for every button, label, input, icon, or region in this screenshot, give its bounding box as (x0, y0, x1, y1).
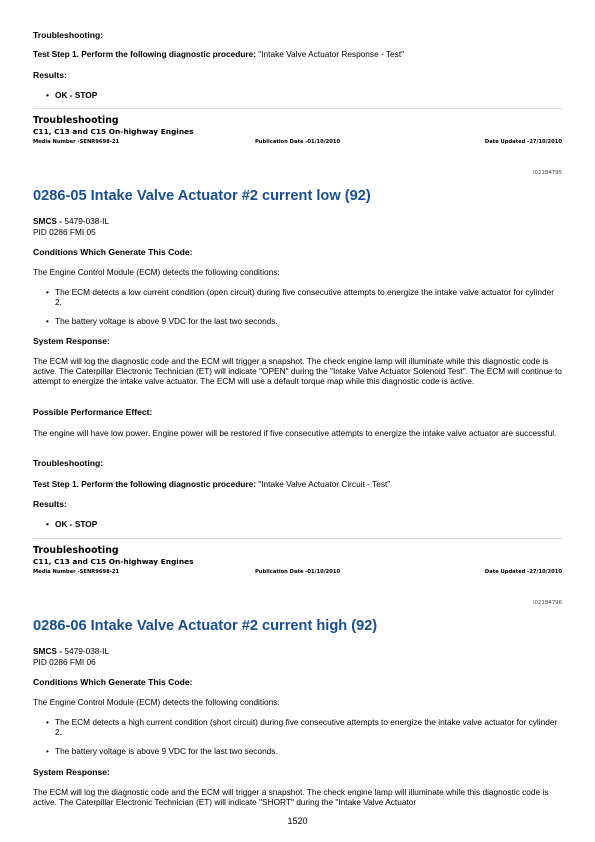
conditions-heading: Conditions Which Generate This Code: (33, 247, 193, 257)
performance-effect-heading: Possible Performance Effect: (33, 407, 153, 417)
pid-fmi: PID 0286 FMI 05 (33, 227, 96, 237)
test-step-procedure: "Intake Valve Actuator Circuit - Test" (258, 479, 391, 489)
conditions-list (33, 287, 562, 327)
date-updated: Date Updated -27/10/2010 (484, 569, 562, 575)
result-ok-stop: • OK - STOP (33, 519, 562, 529)
section-divider (33, 108, 562, 109)
performance-effect-text: The engine will have low power. Engine power will be restored if five consecutive attempts to energize the intake valve actuator are successful. (33, 428, 557, 438)
conditions-intro: The Engine Control Module (ECM) detects the following conditions: (33, 267, 280, 277)
test-step-line (33, 49, 562, 59)
smcs-value: 5479-038-IL (64, 216, 110, 226)
conditions-heading: Conditions Which Generate This Code: (33, 677, 193, 687)
publication-date: Publication Date -01/10/2010 (255, 569, 341, 575)
document-id: i02184795 (533, 170, 562, 176)
troubleshooting-heading: Troubleshooting: (33, 30, 104, 40)
system-response-text: The ECM will log the diagnostic code and the ECM will trigger a snapshot. The check engine lamp will illuminate while this diagnostic code is active. The Caterpillar Electronic Technician (ET) will indicate "SHORT" during the "Intake Valve Actuator (33, 787, 549, 808)
test-step-label: Test Step 1. Perform the following diagnostic procedure: (33, 49, 256, 59)
condition-item: • The battery voltage is above 9 VDC for the last two seconds. (33, 316, 562, 326)
doc-header-title: Troubleshooting (33, 115, 119, 126)
publication-date: Publication Date -01/10/2010 (255, 139, 341, 145)
page-title: 0286-06 Intake Valve Actuator #2 current high (92) (33, 618, 378, 634)
conditions-intro: The Engine Control Module (ECM) detects the following conditions: (33, 697, 280, 707)
test-step-line (33, 479, 562, 489)
condition-item: • The ECM detects a high current condition (short circuit) during five consecutive attempts to energize the intake valve actuator for cylinder 2. (33, 717, 562, 737)
smcs-label: SMCS - (33, 646, 63, 656)
media-number: Media Number -SENR9698-21 (33, 569, 120, 575)
condition-item: • The ECM detects a low current condition (open circuit) during five consecutive attempts to energize the intake valve actuator for cylinder 2. (33, 287, 562, 307)
results-heading: Results: (33, 499, 67, 509)
test-step-procedure: "Intake Valve Actuator Response - Test" (258, 49, 405, 59)
test-step-label: Test Step 1. Perform the following diagnostic procedure: (33, 479, 256, 489)
smcs-value: 5479-038-IL (64, 646, 110, 656)
media-number: Media Number -SENR9698-21 (33, 139, 120, 145)
system-response-text: The ECM will log the diagnostic code and the ECM will trigger a snapshot. The check engine lamp will illuminate while this diagnostic code is active. The Caterpillar Electronic Technician (ET) will indicate "OPEN" during the "Intake Valve Actuator Solenoid Test". The ECM will continue to attempt to energize the intake valve actuator. The ECM will use a default torque map while this diagnostic code is active. (33, 356, 562, 387)
document-id: i02184796 (533, 600, 562, 606)
page-title: 0286-05 Intake Valve Actuator #2 current low (92) (33, 188, 371, 204)
smcs-label: SMCS - (33, 216, 63, 226)
smcs-line (33, 646, 109, 656)
conditions-list (33, 717, 562, 757)
results-list (33, 90, 562, 100)
troubleshooting-heading: Troubleshooting: (33, 458, 104, 468)
system-response-heading: System Response: (33, 767, 110, 777)
pid-fmi: PID 0286 FMI 06 (33, 657, 96, 667)
date-updated: Date Updated -27/10/2010 (484, 139, 562, 145)
results-heading: Results: (33, 70, 67, 80)
doc-header-title: Troubleshooting (33, 545, 119, 556)
doc-header-engines: C11, C13 and C15 On-highway Engines (33, 557, 194, 566)
condition-item: • The battery voltage is above 9 VDC for the last two seconds. (33, 746, 562, 756)
section-divider (33, 538, 562, 539)
doc-header-engines: C11, C13 and C15 On-highway Engines (33, 127, 194, 136)
page-number: 1520 (287, 816, 308, 826)
smcs-line (33, 216, 109, 226)
results-list (33, 519, 562, 529)
result-ok-stop: • OK - STOP (33, 90, 562, 100)
system-response-heading: System Response: (33, 336, 110, 346)
